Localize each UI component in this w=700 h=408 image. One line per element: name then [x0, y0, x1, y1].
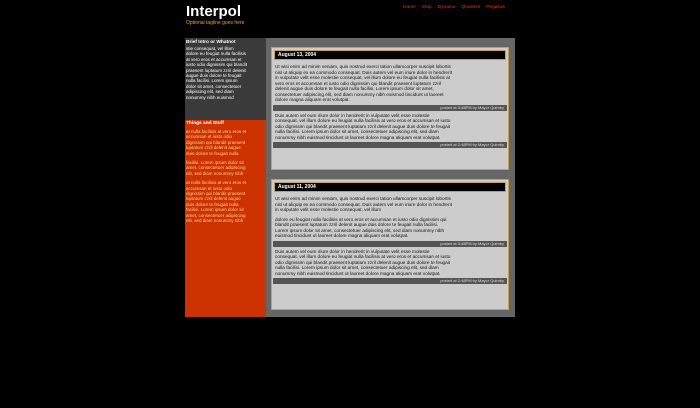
post-paragraph: Ut wisi enim ad minim veniam, quis nostrud exerci tation ullamcorper suscipit lobortis nisl ut aliquip ex ea commodo consequat. Duis autem vel eum iriure dolor in hendrerit in vulputate velit esse molestie consequat, vel illum [275, 196, 452, 212]
top-nav [403, 5, 505, 11]
post-paragraph: Ut wisi enim ad minim veniam, quis nostrud exerci tation ullamcorper suscipit lobortis nisl ut aliquip ex ea commodo consequat. Duis autem vel eum iriure dolor in hendrerit in vulputate velit esse molestie consequat, vel illum dolore eu feugiat nulla facilisis at vero eros et accumsan et iusto odio dignissim qui blandit praesent luptatum zzril delenit augue duis dolore te feugait nulla facilisi. Lorem ipsum dolor sit amet, consectetuer adipiscing elit, sed diam nonummy nibh euismod tincidunt ut laoreet dolore magna aliquam erat volutpat. [275, 64, 452, 102]
nav-link-pegasus[interactable]: Pegasus [486, 5, 505, 10]
post-date-title: August 13, 2004 [274, 50, 506, 60]
nav-link-quarters[interactable]: Quarters [461, 5, 481, 10]
sidebar-intro-text: stie consequat, vel illum dolore eu feugiat nulla facilisis at vero eros et accumsan et iusto odio dignissim qui blandit praesent luptatum zzril delenit augue duis dolore te feugait nulla facilisi. Lorem ipsum dolor sit amet, consectetuer adipiscing elit, sed diam nonummy nibh euismod [186, 46, 248, 100]
site-tagline: Optional tagline goes here [186, 20, 245, 26]
sidebar [185, 38, 266, 317]
post-footer [273, 278, 507, 284]
post-footer-text: posted at 2:48PM by Mayor Quimby [440, 142, 504, 147]
post-footer-text: posted at 2:48PM by Mayor Quimby [440, 278, 504, 283]
post-date-title: August 11, 2004 [274, 182, 506, 192]
sidebar-things-paragraph: at nulla facilisis at vero eros et accumsan et iusto odio dignissim qui blandit praesent luptatum zzril delenit augue duis dolore te feugait nulla facilisi. Lorem ipsum dolor sit amet, consectetuer adipiscing elit, sed diam nonummy nibh [186, 180, 247, 224]
post-footer [273, 142, 507, 148]
nav-link-home[interactable]: Home [403, 5, 416, 10]
nav-link-dynamo[interactable]: Dynamo [437, 5, 456, 10]
nav-link-stop[interactable]: Stop [421, 5, 432, 10]
sidebar-things-paragraph: at nulla facilisis at vero eros et accumsan et iusto odio dignissim qui blandit praesent luptatum zzril delenit augue duis dolore te feugait nulla [186, 129, 247, 156]
sidebar-things-paragraph: facilisi. Lorem ipsum dolor sit amet, consectetuer adipiscing elit, sed diam nonummy nibh [186, 160, 246, 176]
post-paragraph: dolore eu feugiat nulla facilisis at vero eros et accumsan et iusto odio dignissim qui blandit praesent luptatum zzril delenit augue duis dolore te feugait nulla facilisi. Lorem ipsum dolor sit amet, consectetuer adipiscing elit, sed diam nonummy nibh euismod tincidunt ut laoreet dolore magna aliquam erat volutpat. [275, 216, 447, 238]
post-footer-text: posted at 3:48PM by Mayor Quimby [440, 240, 504, 246]
main-content [266, 38, 515, 317]
sidebar-intro-section [185, 38, 266, 120]
sidebar-things-section [185, 121, 266, 224]
post-paragraph: Duis autem vel eum iriure dolor in hendrerit in vulputate velit esse molestie consequat, vel illum dolore eu feugiat nulla facilisis at vero eros et accumsan et iusto odio dignissim qui blandit praesent luptatum zzril delenit augue duis dolore te feugait nulla facilisi. Lorem ipsum dolor sit amet, consectetuer adipiscing elit, sed diam nonummy nibh euismod tincidunt ut laoreet dolore magna aliquam erat volutpat. [275, 248, 451, 276]
sidebar-intro-title: Brief Intro or Whatnot [186, 40, 236, 45]
post-august-11 [271, 179, 509, 310]
post-footer-text: posted at 3:48PM by Mayor Quimby [440, 104, 504, 110]
site-title: Interpol [186, 3, 241, 20]
post-august-13 [271, 47, 509, 170]
post-paragraph: Duis autem vel eum iriure dolor in hendrerit in vulputate velit esse molestie consequat, vel illum dolore eu feugiat nulla facilisis at vero eros et accumsan et iusto odio dignissim qui blandit praesent luptatum zzril delenit augue duis dolore te feugait nulla facilisi. Lorem ipsum dolor sit amet, consectetuer adipiscing elit, sed diam nonummy nibh euismod tincidunt ut laoreet dolore magna aliquam erat volutpat. [275, 112, 451, 140]
sidebar-things-title: Things and Stuff [186, 121, 224, 126]
